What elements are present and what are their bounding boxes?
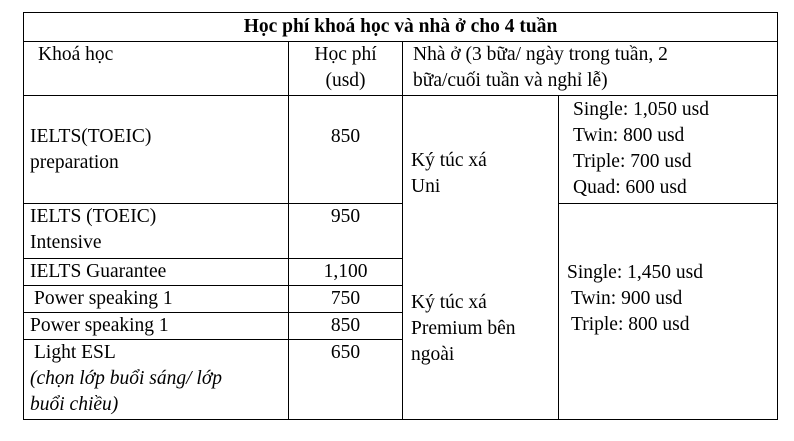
course-name xyxy=(24,340,289,420)
table-row xyxy=(24,204,778,259)
room-price: Quad: 600 usd xyxy=(573,177,687,198)
room-price: Twin: 800 usd xyxy=(573,125,685,146)
course-fee-value: 850 xyxy=(330,126,361,147)
course-name xyxy=(24,313,289,340)
header-housing-line1: Nhà ở (3 bữa/ ngày trong tuần, 2 xyxy=(413,44,668,65)
housing-uni-name-line2: Uni xyxy=(411,176,441,197)
course-name xyxy=(24,96,289,204)
room-price: Single: 1,050 usd xyxy=(573,99,709,120)
housing-name-cell xyxy=(403,96,559,420)
room-price: Single: 1,450 usd xyxy=(567,262,703,283)
header-course xyxy=(24,42,289,96)
course-name-line1: IELTS Guarantee xyxy=(30,261,167,282)
course-fee xyxy=(289,204,403,259)
course-name-line1: IELTS(TOEIC) xyxy=(30,125,152,147)
course-fee xyxy=(289,259,403,286)
title-row xyxy=(24,13,778,42)
course-name-line2: Intensive xyxy=(30,232,102,253)
course-fee xyxy=(289,340,403,420)
header-housing-line2: bữa/cuối tuần và nghỉ lễ) xyxy=(413,70,608,91)
header-fee xyxy=(289,42,403,96)
header-fee-line1: Học phí xyxy=(314,44,377,65)
course-note-line1: (chọn lớp buổi sáng/ lớp xyxy=(30,368,222,389)
table-row xyxy=(24,96,778,204)
housing-uni-name-line1: Ký túc xá xyxy=(411,150,487,171)
course-name-line1: Power speaking 1 xyxy=(30,315,169,336)
course-name-line1: Light ESL xyxy=(34,342,116,363)
header-housing xyxy=(403,42,778,96)
course-fee-value: 750 xyxy=(330,288,361,309)
header-course-label: Khoá học xyxy=(38,44,114,65)
course-name xyxy=(24,204,289,259)
course-fee-value: 1,100 xyxy=(323,261,368,282)
housing-premium-rooms xyxy=(559,204,778,420)
housing-premium-name-line2: Premium bên xyxy=(411,318,516,339)
course-name-line1: Power speaking 1 xyxy=(34,288,173,309)
course-name-line1: IELTS (TOEIC) xyxy=(30,206,157,227)
room-price: Twin: 900 usd xyxy=(571,288,683,309)
course-note-line2: buổi chiều) xyxy=(30,394,119,415)
course-fee-value: 650 xyxy=(330,342,361,363)
course-fee xyxy=(289,286,403,313)
course-name-line2: preparation xyxy=(30,151,119,173)
fee-table xyxy=(23,12,778,420)
course-fee-value: 950 xyxy=(330,206,361,227)
course-fee xyxy=(289,313,403,340)
room-price: Triple: 700 usd xyxy=(573,151,692,172)
course-fee-value: 850 xyxy=(330,315,361,336)
header-row xyxy=(24,42,778,96)
course-name xyxy=(24,286,289,313)
room-price: Triple: 800 usd xyxy=(571,314,690,335)
housing-premium-name-line3: ngoài xyxy=(411,344,455,365)
housing-premium-name-line1: Ký túc xá xyxy=(411,292,487,313)
table-title: Học phí khoá học và nhà ở cho 4 tuần xyxy=(24,13,778,42)
course-fee xyxy=(289,96,403,204)
header-fee-line2: (usd) xyxy=(325,70,366,91)
housing-uni-rooms xyxy=(559,96,778,204)
course-name xyxy=(24,259,289,286)
